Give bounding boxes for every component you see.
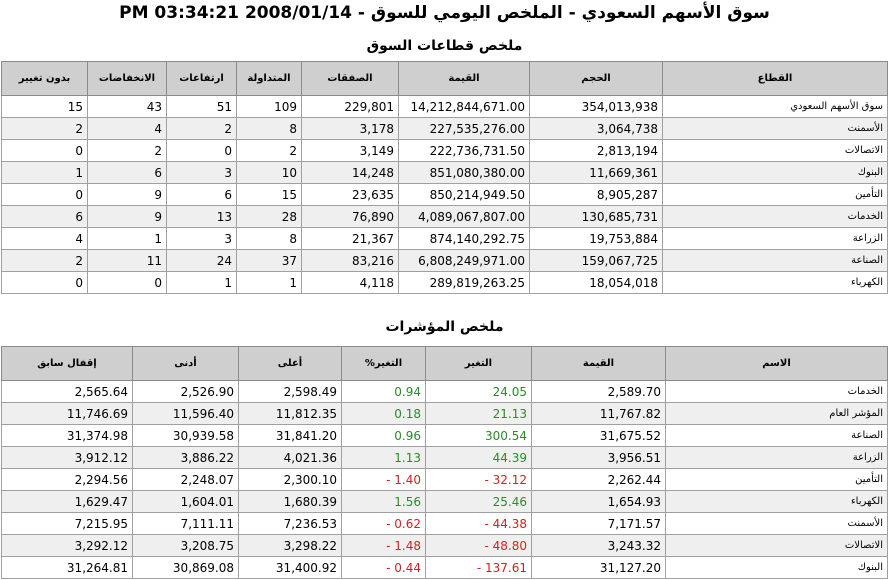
- sector-value-cell: 3,178: [302, 118, 399, 140]
- index-name-cell: الاتصالات: [666, 535, 888, 557]
- index-value-cell: 11,596.40: [133, 403, 239, 425]
- sector-value-cell: 6: [167, 184, 237, 206]
- index-row: [2, 381, 888, 403]
- change-percent-cell: - 1.40: [342, 469, 426, 491]
- indices-column-header: التغير: [426, 347, 532, 381]
- change-cell: 44.39: [426, 447, 532, 469]
- sector-value-cell: 0: [2, 272, 88, 294]
- index-name-cell: الكهرباء: [666, 491, 888, 513]
- indices-column-header: %التغير: [342, 347, 426, 381]
- sector-value-cell: 9: [88, 206, 167, 228]
- index-value-cell: 2,262.44: [532, 469, 666, 491]
- sector-value-cell: 3,149: [302, 140, 399, 162]
- index-value-cell: 2,565.64: [2, 381, 133, 403]
- sectors-heading: ملخص قطاعات السوق: [366, 38, 523, 54]
- change-cell: 21.13: [426, 403, 532, 425]
- change-percent-cell: 0.94: [342, 381, 426, 403]
- sector-value-cell: 2: [167, 118, 237, 140]
- sectors-column-header: القيمة: [399, 62, 530, 96]
- index-value-cell: 31,127.20: [532, 557, 666, 579]
- sector-name-cell: الاتصالات: [663, 140, 888, 162]
- sector-name-cell: الخدمات: [663, 206, 888, 228]
- change-cell: - 48.80: [426, 535, 532, 557]
- indices-column-header: إقفال سابق: [2, 347, 133, 381]
- sector-value-cell: 13: [167, 206, 237, 228]
- sector-value-cell: 24: [167, 250, 237, 272]
- index-value-cell: 31,264.81: [2, 557, 133, 579]
- change-percent-cell: - 1.48: [342, 535, 426, 557]
- sector-row: [2, 272, 888, 294]
- index-name-cell: البنوك: [666, 557, 888, 579]
- sector-value-cell: 109: [237, 96, 302, 118]
- sector-row: [2, 96, 888, 118]
- index-value-cell: 3,956.51: [532, 447, 666, 469]
- index-name-cell: التأمين: [666, 469, 888, 491]
- sector-value-cell: 8: [237, 228, 302, 250]
- index-value-cell: 1,680.39: [239, 491, 342, 513]
- sector-value-cell: 130,685,731: [530, 206, 663, 228]
- change-cell: - 32.12: [426, 469, 532, 491]
- index-value-cell: 2,598.49: [239, 381, 342, 403]
- sector-value-cell: 227,535,276.00: [399, 118, 530, 140]
- sector-value-cell: 2: [2, 250, 88, 272]
- sector-row: [2, 140, 888, 162]
- index-value-cell: 2,526.90: [133, 381, 239, 403]
- index-value-cell: 3,298.22: [239, 535, 342, 557]
- sector-row: [2, 206, 888, 228]
- index-name-cell: الصناعة: [666, 425, 888, 447]
- sector-value-cell: 2: [237, 140, 302, 162]
- sector-row: [2, 250, 888, 272]
- sector-value-cell: 43: [88, 96, 167, 118]
- sector-value-cell: 4: [2, 228, 88, 250]
- change-cell: - 137.61: [426, 557, 532, 579]
- sector-name-cell: البنوك: [663, 162, 888, 184]
- index-value-cell: 2,300.10: [239, 469, 342, 491]
- sector-value-cell: 4,089,067,807.00: [399, 206, 530, 228]
- index-value-cell: 7,171.57: [532, 513, 666, 535]
- index-value-cell: 3,886.22: [133, 447, 239, 469]
- sector-value-cell: 6,808,249,971.00: [399, 250, 530, 272]
- index-row: [2, 491, 888, 513]
- sector-value-cell: 51: [167, 96, 237, 118]
- change-cell: - 44.38: [426, 513, 532, 535]
- indices-column-header: القيمة: [532, 347, 666, 381]
- sector-value-cell: 850,214,949.50: [399, 184, 530, 206]
- index-value-cell: 31,675.52: [532, 425, 666, 447]
- sector-value-cell: 874,140,292.75: [399, 228, 530, 250]
- index-value-cell: 31,400.92: [239, 557, 342, 579]
- index-name-cell: الأسمنت: [666, 513, 888, 535]
- sector-value-cell: 159,067,725: [530, 250, 663, 272]
- index-value-cell: 30,939.58: [133, 425, 239, 447]
- sector-value-cell: 0: [2, 184, 88, 206]
- index-value-cell: 11,812.35: [239, 403, 342, 425]
- index-value-cell: 31,374.98: [2, 425, 133, 447]
- index-row: [2, 513, 888, 535]
- change-percent-cell: 1.13: [342, 447, 426, 469]
- index-value-cell: 2,248.07: [133, 469, 239, 491]
- sector-value-cell: 15: [2, 96, 88, 118]
- index-row: [2, 425, 888, 447]
- index-value-cell: 7,236.53: [239, 513, 342, 535]
- change-percent-cell: 0.18: [342, 403, 426, 425]
- sector-value-cell: 3: [167, 162, 237, 184]
- index-value-cell: 2,589.70: [532, 381, 666, 403]
- indices-column-header: الاسم: [666, 347, 888, 381]
- indices-column-header: أعلى: [239, 347, 342, 381]
- change-cell: 300.54: [426, 425, 532, 447]
- sector-row: [2, 228, 888, 250]
- sector-value-cell: 2: [88, 140, 167, 162]
- indices-heading: ملخص المؤشرات: [385, 319, 504, 335]
- index-name-cell: الخدمات: [666, 381, 888, 403]
- page-title: سوق الأسهم السعودي - الملخص اليومي للسوق - 2008/01/14 PM 03:34:21: [119, 3, 770, 23]
- sector-row: [2, 118, 888, 140]
- sectors-column-header: المتداولة: [237, 62, 302, 96]
- sector-value-cell: 11: [88, 250, 167, 272]
- index-value-cell: 3,292.12: [2, 535, 133, 557]
- sector-value-cell: 14,212,844,671.00: [399, 96, 530, 118]
- index-value-cell: 3,243.32: [532, 535, 666, 557]
- index-row: [2, 469, 888, 491]
- index-name-cell: الزراعة: [666, 447, 888, 469]
- sector-name-cell: الصناعة: [663, 250, 888, 272]
- change-cell: 25.46: [426, 491, 532, 513]
- index-value-cell: 3,208.75: [133, 535, 239, 557]
- index-row: [2, 557, 888, 579]
- index-value-cell: 11,767.82: [532, 403, 666, 425]
- sector-value-cell: 8: [237, 118, 302, 140]
- change-percent-cell: 1.56: [342, 491, 426, 513]
- sector-name-cell: الزراعة: [663, 228, 888, 250]
- sector-row: [2, 162, 888, 184]
- change-cell: 24.05: [426, 381, 532, 403]
- index-row: [2, 447, 888, 469]
- index-row: [2, 535, 888, 557]
- index-value-cell: 31,841.20: [239, 425, 342, 447]
- sectors-column-header: الانخفاضات: [88, 62, 167, 96]
- sector-value-cell: 23,635: [302, 184, 399, 206]
- index-value-cell: 2,294.56: [2, 469, 133, 491]
- sector-value-cell: 76,890: [302, 206, 399, 228]
- sector-value-cell: 10: [237, 162, 302, 184]
- sectors-column-header: الصفقات: [302, 62, 399, 96]
- index-value-cell: 4,021.36: [239, 447, 342, 469]
- index-name-cell: المؤشر العام: [666, 403, 888, 425]
- sector-value-cell: 9: [88, 184, 167, 206]
- sector-value-cell: 289,819,263.25: [399, 272, 530, 294]
- sector-name-cell: الأسمنت: [663, 118, 888, 140]
- sector-value-cell: 0: [167, 140, 237, 162]
- sector-value-cell: 1: [88, 228, 167, 250]
- sector-value-cell: 1: [2, 162, 88, 184]
- sector-value-cell: 37: [237, 250, 302, 272]
- sector-name-cell: سوق الأسهم السعودي: [663, 96, 888, 118]
- sector-row: [2, 184, 888, 206]
- index-row: [2, 403, 888, 425]
- sector-value-cell: 229,801: [302, 96, 399, 118]
- index-value-cell: 7,111.11: [133, 513, 239, 535]
- sector-value-cell: 0: [88, 272, 167, 294]
- index-value-cell: 7,215.95: [2, 513, 133, 535]
- sectors-column-header: الحجم: [530, 62, 663, 96]
- sector-value-cell: 11,669,361: [530, 162, 663, 184]
- sector-value-cell: 1: [237, 272, 302, 294]
- sector-value-cell: 6: [2, 206, 88, 228]
- sector-value-cell: 1: [167, 272, 237, 294]
- sector-value-cell: 18,054,018: [530, 272, 663, 294]
- sector-value-cell: 8,905,287: [530, 184, 663, 206]
- sectors-table: [1, 61, 888, 294]
- index-value-cell: 1,629.47: [2, 491, 133, 513]
- index-value-cell: 30,869.08: [133, 557, 239, 579]
- sector-value-cell: 4,118: [302, 272, 399, 294]
- index-value-cell: 11,746.69: [2, 403, 133, 425]
- sector-value-cell: 4: [88, 118, 167, 140]
- sectors-column-header: القطاع: [663, 62, 888, 96]
- sectors-column-header: بدون تغيير: [2, 62, 88, 96]
- change-percent-cell: - 0.44: [342, 557, 426, 579]
- sectors-header-row: [2, 62, 888, 96]
- sector-name-cell: الكهرباء: [663, 272, 888, 294]
- indices-header-row: [2, 347, 888, 381]
- sector-value-cell: 6: [88, 162, 167, 184]
- sector-value-cell: 14,248: [302, 162, 399, 184]
- change-percent-cell: 0.96: [342, 425, 426, 447]
- sector-value-cell: 2: [2, 118, 88, 140]
- sector-value-cell: 15: [237, 184, 302, 206]
- sector-value-cell: 3,064,738: [530, 118, 663, 140]
- sector-value-cell: 354,013,938: [530, 96, 663, 118]
- sector-value-cell: 2,813,194: [530, 140, 663, 162]
- sector-value-cell: 83,216: [302, 250, 399, 272]
- index-value-cell: 1,654.93: [532, 491, 666, 513]
- sector-value-cell: 28: [237, 206, 302, 228]
- sector-value-cell: 19,753,884: [530, 228, 663, 250]
- sector-value-cell: 0: [2, 140, 88, 162]
- sector-value-cell: 3: [167, 228, 237, 250]
- sector-value-cell: 21,367: [302, 228, 399, 250]
- index-value-cell: 1,604.01: [133, 491, 239, 513]
- sectors-column-header: ارتفاعات: [167, 62, 237, 96]
- indices-column-header: أدنى: [133, 347, 239, 381]
- sector-value-cell: 851,080,380.00: [399, 162, 530, 184]
- sector-value-cell: 222,736,731.50: [399, 140, 530, 162]
- index-value-cell: 3,912.12: [2, 447, 133, 469]
- sector-name-cell: التأمين: [663, 184, 888, 206]
- change-percent-cell: - 0.62: [342, 513, 426, 535]
- indices-table: [1, 346, 888, 579]
